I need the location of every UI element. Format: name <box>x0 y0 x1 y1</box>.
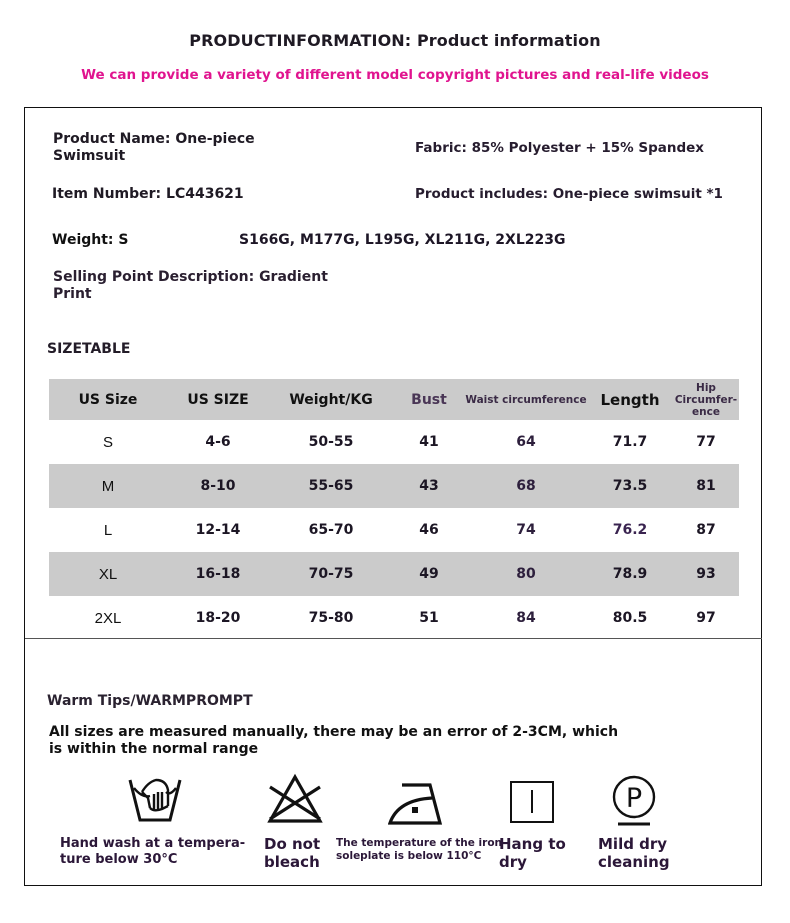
cell-waist: 74 <box>516 522 536 538</box>
header-bust: Bust <box>393 379 465 420</box>
header-hip: Hip Circumfer-ence <box>673 379 739 420</box>
no-bleach-icon <box>266 773 324 825</box>
care-label-dry-clean <box>598 835 670 871</box>
cell-size: S <box>102 433 113 451</box>
care-label-line2: soleplate is below 110°C <box>336 850 482 862</box>
header-length: Length <box>587 379 673 420</box>
cell-size: M <box>49 464 167 508</box>
care-label-line1: Hand wash at a tempera- <box>60 836 246 851</box>
product-name-line2: Swimsuit <box>53 148 126 164</box>
page-subtitle: We can provide a variety of different model copyright pictures and real-life videos <box>81 67 709 83</box>
product-weight-label: Weight: S <box>52 232 129 248</box>
header-us-size-number: US SIZE <box>167 379 269 420</box>
cell-weight: 70-75 <box>269 552 393 596</box>
cell-length: 78.9 <box>587 552 673 596</box>
care-label-no-bleach <box>264 835 320 871</box>
care-label-line2: ture below 30°C <box>60 852 178 867</box>
page-title: PRODUCTINFORMATION: Product information <box>189 31 601 50</box>
header-waist: Waist circumference <box>465 379 587 420</box>
cell-weight: 50-55 <box>308 434 354 450</box>
mild-dry-clean-icon <box>610 774 658 828</box>
cell-hip: 87 <box>696 522 716 538</box>
cell-us: 8-10 <box>167 464 269 508</box>
care-label-iron <box>336 837 502 863</box>
header-weight: Weight/KG <box>269 379 393 420</box>
table-row <box>49 596 739 640</box>
cell-weight: 55-65 <box>269 464 393 508</box>
cell-size: L <box>103 521 113 539</box>
header-us-size: US Size <box>49 379 167 420</box>
care-label-line2: dry <box>499 853 527 871</box>
product-name-line1: Product Name: One-piece <box>53 131 255 147</box>
cell-us: 4-6 <box>205 434 231 450</box>
tips-body <box>49 724 618 758</box>
cell-length: 73.5 <box>587 464 673 508</box>
cell-size: 2XL <box>94 609 122 627</box>
product-weight-values: S166G, M177G, L195G, XL211G, 2XL223G <box>239 232 566 248</box>
table-row <box>49 508 739 552</box>
cell-us: 16-18 <box>167 552 269 596</box>
care-label-line1: The temperature of the iron <box>336 837 503 849</box>
cell-bust: 43 <box>393 464 465 508</box>
care-label-line1: Do not <box>264 835 321 853</box>
cell-weight: 75-80 <box>308 610 354 626</box>
care-label-line2: cleaning <box>598 853 670 871</box>
cell-length: 80.5 <box>612 610 648 626</box>
cell-waist: 64 <box>516 434 536 450</box>
tips-line2: is within the normal range <box>49 741 259 757</box>
product-includes: Product includes: One-piece swimsuit *1 <box>415 186 723 202</box>
size-table-header <box>49 379 739 420</box>
cell-weight: 65-70 <box>308 522 354 538</box>
size-table <box>49 379 739 640</box>
product-item-number: Item Number: LC443621 <box>52 186 244 202</box>
cell-bust: 41 <box>419 434 439 450</box>
hand-wash-icon <box>128 776 182 824</box>
cell-hip: 97 <box>696 610 716 626</box>
cell-waist: 68 <box>465 464 587 508</box>
product-name <box>53 131 255 165</box>
cell-length: 76.2 <box>612 522 648 538</box>
selling-point-line2: Print <box>53 286 92 302</box>
cell-bust: 51 <box>419 610 439 626</box>
cell-waist: 80 <box>465 552 587 596</box>
cell-length: 71.7 <box>612 434 648 450</box>
tips-line1: All sizes are measured manually, there may be an error of 2-3CM, which <box>49 724 619 740</box>
care-label-line1: Hang to <box>499 835 566 853</box>
table-row <box>49 420 739 464</box>
table-row <box>49 552 739 596</box>
selling-point-line1: Selling Point Description: Gradient <box>53 269 328 285</box>
cell-bust: 49 <box>393 552 465 596</box>
care-label-line2: bleach <box>264 853 320 871</box>
dry-clean-symbol: P <box>625 783 643 814</box>
cell-size: XL <box>49 552 167 596</box>
cell-bust: 46 <box>419 522 439 538</box>
table-row <box>49 464 739 508</box>
product-fabric: Fabric: 85% Polyester + 15% Spandex <box>415 140 705 156</box>
cell-us: 18-20 <box>195 610 241 626</box>
cell-hip: 77 <box>696 434 716 450</box>
cell-us: 12-14 <box>195 522 241 538</box>
cell-hip: 81 <box>673 464 739 508</box>
care-label-hang-dry <box>499 835 566 871</box>
care-label-line1: Mild dry <box>598 835 668 853</box>
hang-dry-icon <box>509 780 555 824</box>
care-label-hand-wash <box>60 836 245 868</box>
tips-title: Warm Tips/WARMPROMPT <box>47 693 253 709</box>
cell-waist: 84 <box>516 610 536 626</box>
iron-low-icon <box>388 782 442 826</box>
cell-hip: 93 <box>673 552 739 596</box>
size-table-title: SIZETABLE <box>47 341 131 357</box>
product-selling-point <box>53 269 328 303</box>
